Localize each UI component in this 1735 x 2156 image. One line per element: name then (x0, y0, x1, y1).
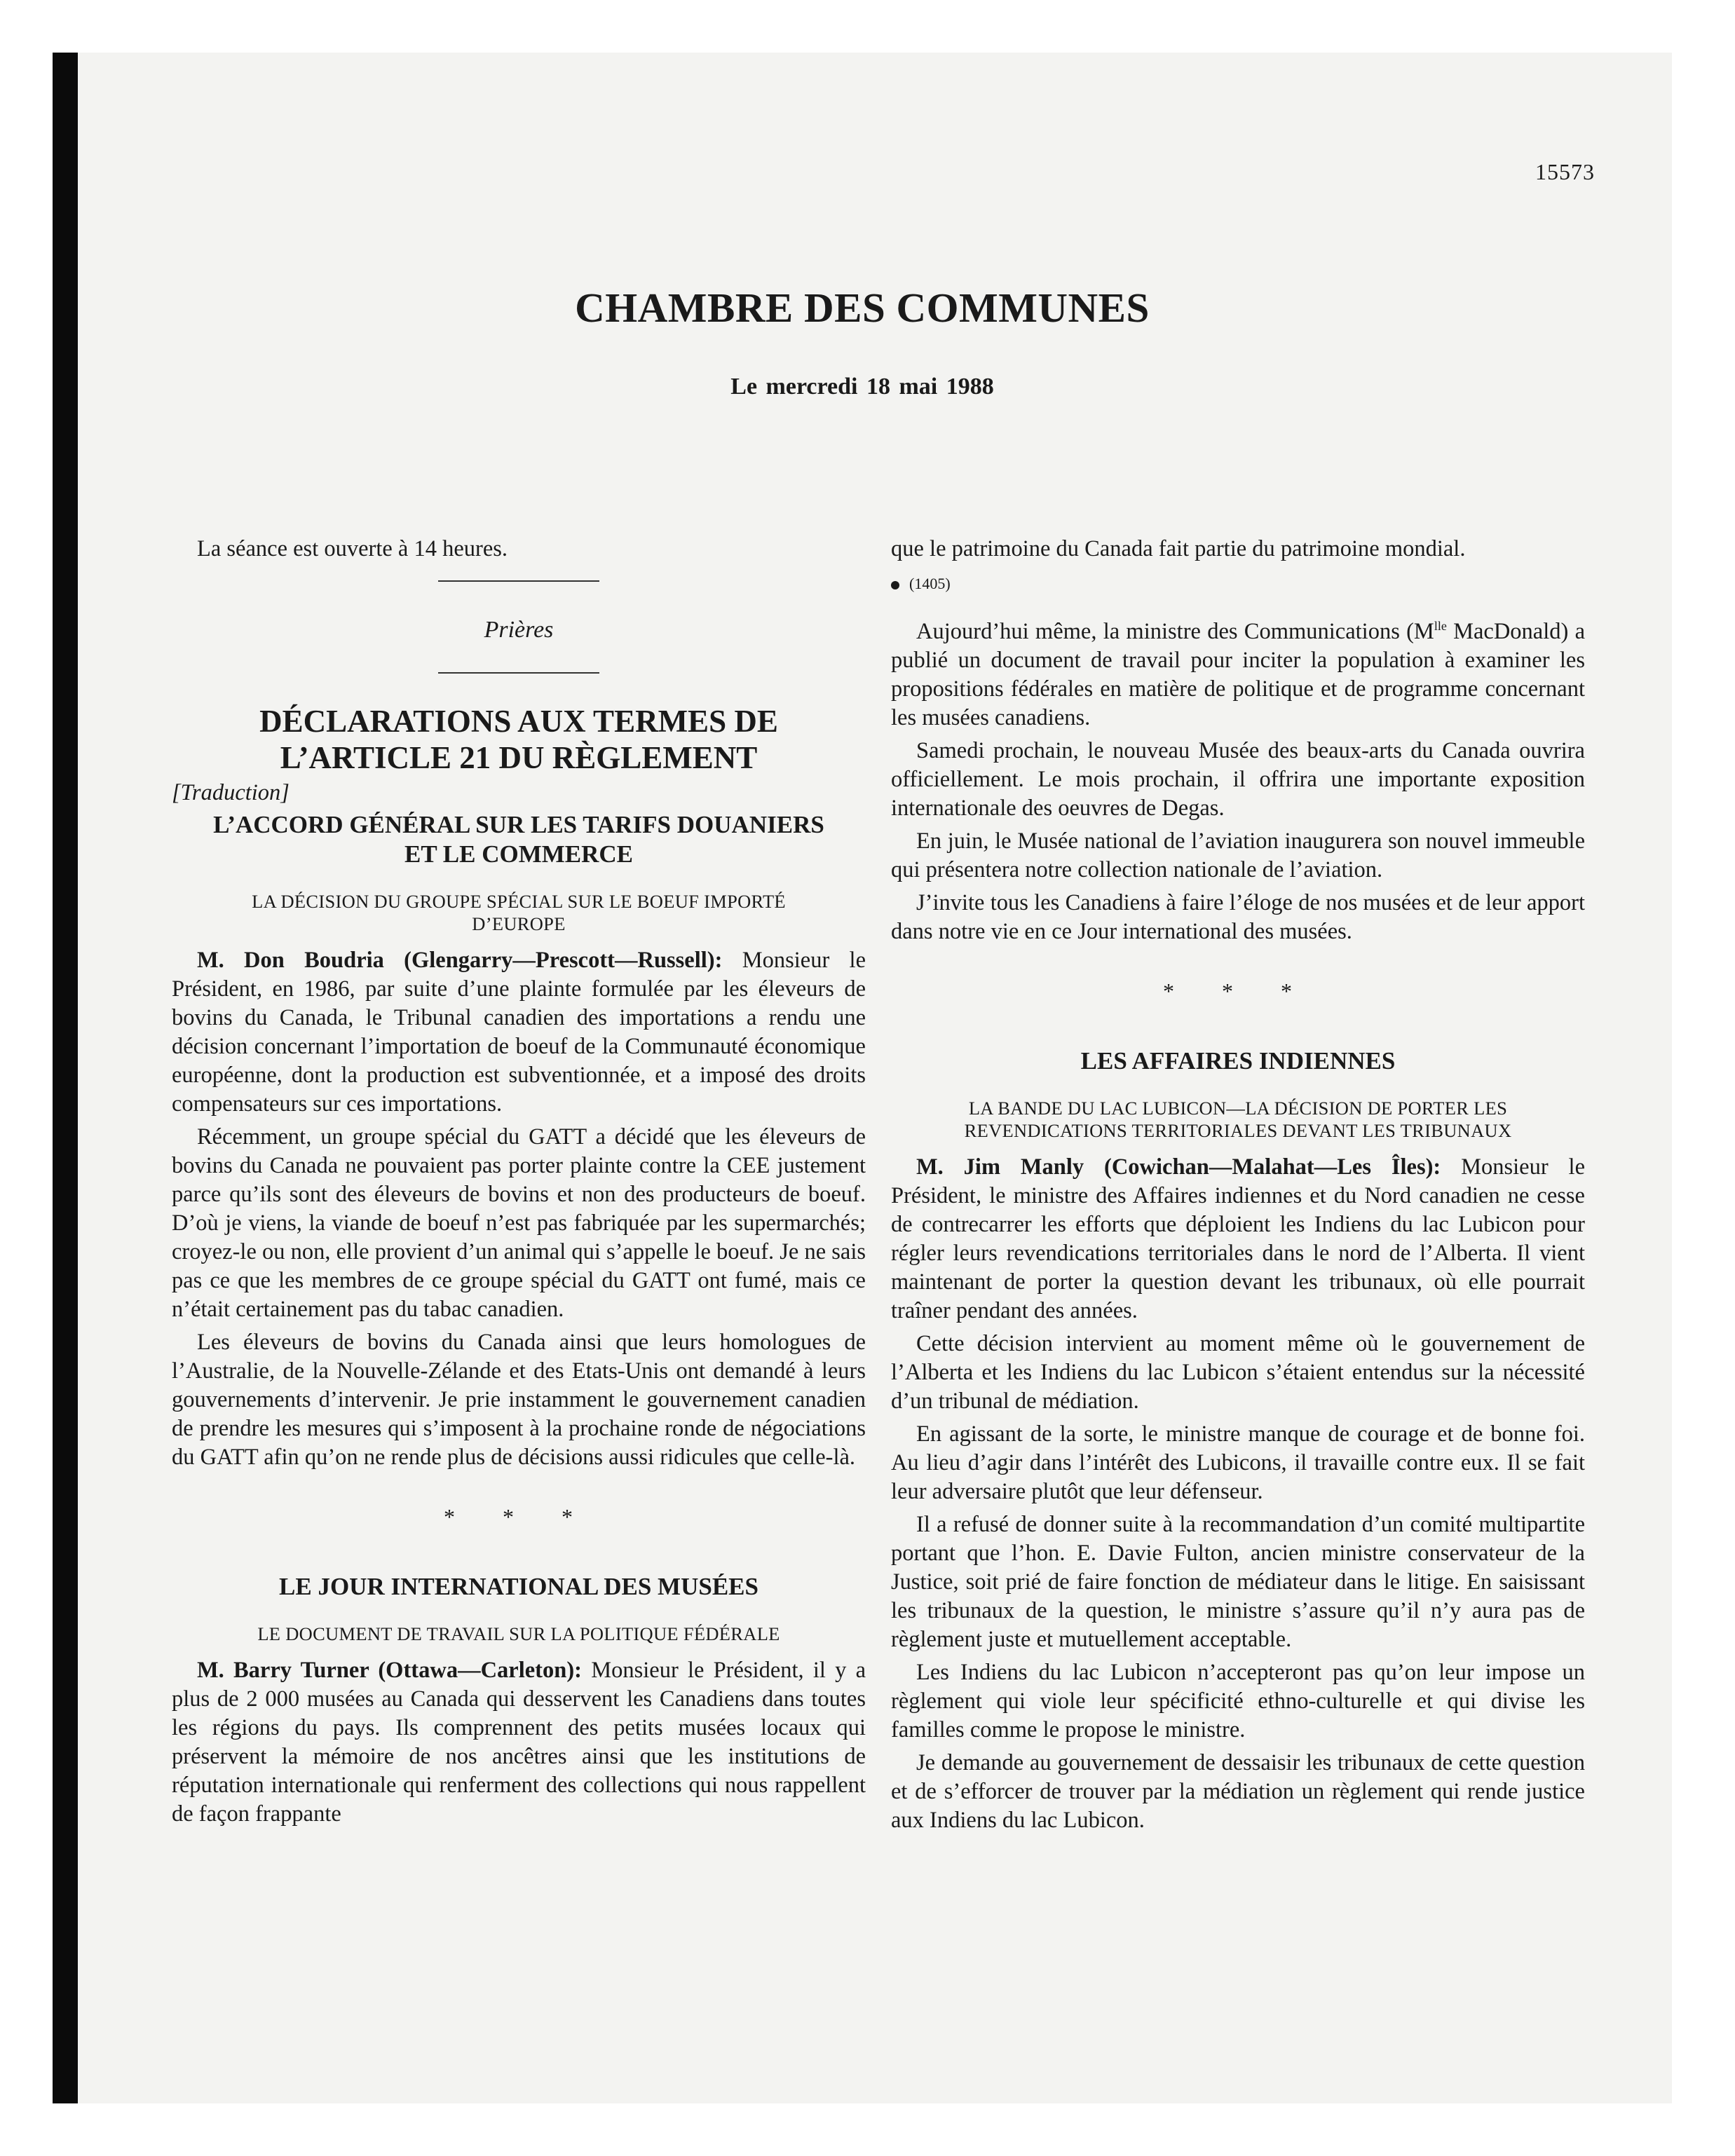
speech-paragraph: J’invite tous les Canadiens à faire l’éloge de nos musées et de leur apport dans notre vie en ce Jour international des musées. (891, 890, 1585, 944)
topic-heading-gatt: L’ACCORD GÉNÉRAL SUR LES TARIFS DOUANIERS ET LE COMMERCE (213, 811, 824, 868)
speech-paragraph: En juin, le Musée national de l’aviation inaugurera son nouvel immeuble qui présentera notre collection nationale de l’aviation. (891, 828, 1585, 882)
speech-paragraph: Aujourd’hui même, la ministre des Communications ($M^{lle}$ MacDonald) a publié un document de travail pour inciter la population à examiner les propositions fédérales en matière de politique et de programme concernant les musées canadiens. (891, 619, 1586, 730)
speech-paragraph: Récemment, un groupe spécial du GATT a décidé que les éleveurs de bovins du Canada ne pouvaient pas porter plainte contre la CEE justement parce qu’ils sont des éleveurs de bovins et non des producteurs de boeuf. D’où je viens, la viande de boeuf n’est pas fabriquée par les supermarchés; croyez-le ou non, elle provient d’un animal qui s’appelle le boeuf. Je ne sais pas ce que les membres de ce groupe spécial du GATT ont fumé, mais ce n’était certainement pas du tabac canadien. (172, 1124, 866, 1322)
prayers-heading: Prières (484, 617, 554, 643)
speech-paragraph: Cette décision intervient au moment même où le gouvernement de l’Alberta et les Indiens du lac Lubicon s’étaient entendus sur la nécessité d’un tribunal de médiation. (891, 1331, 1585, 1414)
left-column (172, 535, 866, 1829)
section-separator: * * * (1163, 978, 1313, 1004)
page-title: CHAMBRE DES COMMUNES (575, 285, 1150, 331)
page-number: 15573 (1535, 159, 1595, 184)
section-separator: * * * (444, 1504, 594, 1529)
sitting-date: Le mercredi 18 mai 1988 (730, 374, 994, 400)
topic-subheading-lubicon: LA BANDE DU LAC LUBICON—LA DÉCISION DE PORTER LES REVENDICATIONS TERRITORIALES DEVANT LES TRIBUNAUX (964, 1098, 1512, 1141)
binding-edge (53, 53, 78, 2103)
section-heading: DÉCLARATIONS AUX TERMES DE L’ARTICLE 21 DU RÈGLEMENT (259, 704, 778, 775)
speech-paragraph: M. Barry Turner (Ottawa—Carleton): Monsieur le Président, il y a plus de 2 000 musées au Canada qui desservent les Canadiens dans toutes les régions du pays. Ils comprennent des petits musées locaux qui préservent la mémoire de nos ancêtres ainsi que les institutions de réputation internationale qui renferment des collections qui nous rappellent de façon frappante (172, 1658, 866, 1827)
speech-paragraph: Samedi prochain, le nouveau Musée des beaux-arts du Canada ouvrira officiellement. Le mois prochain, il offrira une importante exposition internationale des oeuvres de Degas. (891, 738, 1585, 821)
right-column (891, 535, 1585, 1835)
topic-subheading-boeuf: LA DÉCISION DU GROUPE SPÉCIAL SUR LE BOEUF IMPORTÉ D’EUROPE (252, 891, 786, 934)
topic-heading-affaires-indiennes: LES AFFAIRES INDIENNES (1080, 1047, 1396, 1074)
speech-paragraph: Il a refusé de donner suite à la recommandation d’un comité multipartite portant que l’hon. E. Davie Fulton, ancien ministre conservateur de la Justice, soit prié de faire fonction de médiateur dans le litige. En saisissant les tribunaux de la question, le ministre s’assure qu’il n’y aura pas de règlement juste et mutuellement acceptable. (891, 1512, 1585, 1652)
speaker-name: M. Barry Turner (Ottawa—Carleton): (197, 1658, 582, 1683)
time-stamp: (1405) (891, 569, 1585, 598)
topic-heading-musees: LE JOUR INTERNATIONAL DES MUSÉES (279, 1573, 758, 1600)
speech-paragraph: que le patrimoine du Canada fait partie du patrimoine mondial. (891, 536, 1466, 561)
opening-line: La séance est ouverte à 14 heures. (197, 536, 508, 561)
speaker-name: M. Don Boudria (Glengarry—Prescott—Russell): (197, 948, 723, 973)
divider (438, 672, 599, 674)
translation-note: [Traduction] (172, 780, 290, 805)
speech-paragraph: Je demande au gouvernement de dessaisir les tribunaux de cette question et de s’efforcer de trouver par la médiation un règlement qui rende justice aux Indiens du lac Lubicon. (891, 1750, 1585, 1833)
bullet-icon (891, 581, 899, 589)
speech-paragraph: M. Don Boudria (Glengarry—Prescott—Russell): Monsieur le Président, en 1986, par suite d’une plainte formulée par les éleveurs de bovins du Canada, le Tribunal canadien des importations a rendu une décision concernant l’importation de boeuf de la Communauté économique européenne, dont la production est subventionnée, et a imposé des droits compensateurs sur ces importations. (172, 948, 866, 1117)
speech-paragraph: M. Jim Manly (Cowichan—Malahat—Les Îles): Monsieur le Président, le ministre des Affaires indiennes et du Nord canadien ne cesse de contrecarrer les efforts que déploient les Indiens du lac Lubicon pour régler leurs revendications territoriales dans le nord de l’Alberta. Il vient maintenant de porter la question devant les tribunaux, où elle pourrait traîner pendant des années. (891, 1154, 1585, 1323)
topic-subheading-politique: LE DOCUMENT DE TRAVAIL SUR LA POLITIQUE FÉDÉRALE (257, 1623, 780, 1644)
speaker-name: M. Jim Manly (Cowichan—Malahat—Les Îles): (916, 1154, 1441, 1180)
speech-paragraph: Les Indiens du lac Lubicon n’accepteront pas qu’on leur impose un règlement qui viole leur spécificité ethno-culturelle et qui divise les familles comme le propose le ministre. (891, 1660, 1585, 1742)
scanned-page (53, 53, 1672, 2103)
speech-paragraph: En agissant de la sorte, le ministre manque de courage et de bonne foi. Au lieu d’agir dans l’intérêt des Lubicons, il travaille contre eux. Il se fait leur adversaire plutôt que leur défenseur. (891, 1421, 1585, 1504)
divider (438, 580, 599, 582)
speech-paragraph: Les éleveurs de bovins du Canada ainsi que leurs homologues de l’Australie, de la Nouvelle-Zélande et des Etats-Unis ont demandé à leurs gouvernements d’intervenir. Je prie instamment le gouvernement canadien de prendre les mesures qui s’imposent à la prochaine ronde de négociations du GATT afin qu’on ne rende plus de décisions aussi ridicules que celle-là. (172, 1330, 866, 1470)
